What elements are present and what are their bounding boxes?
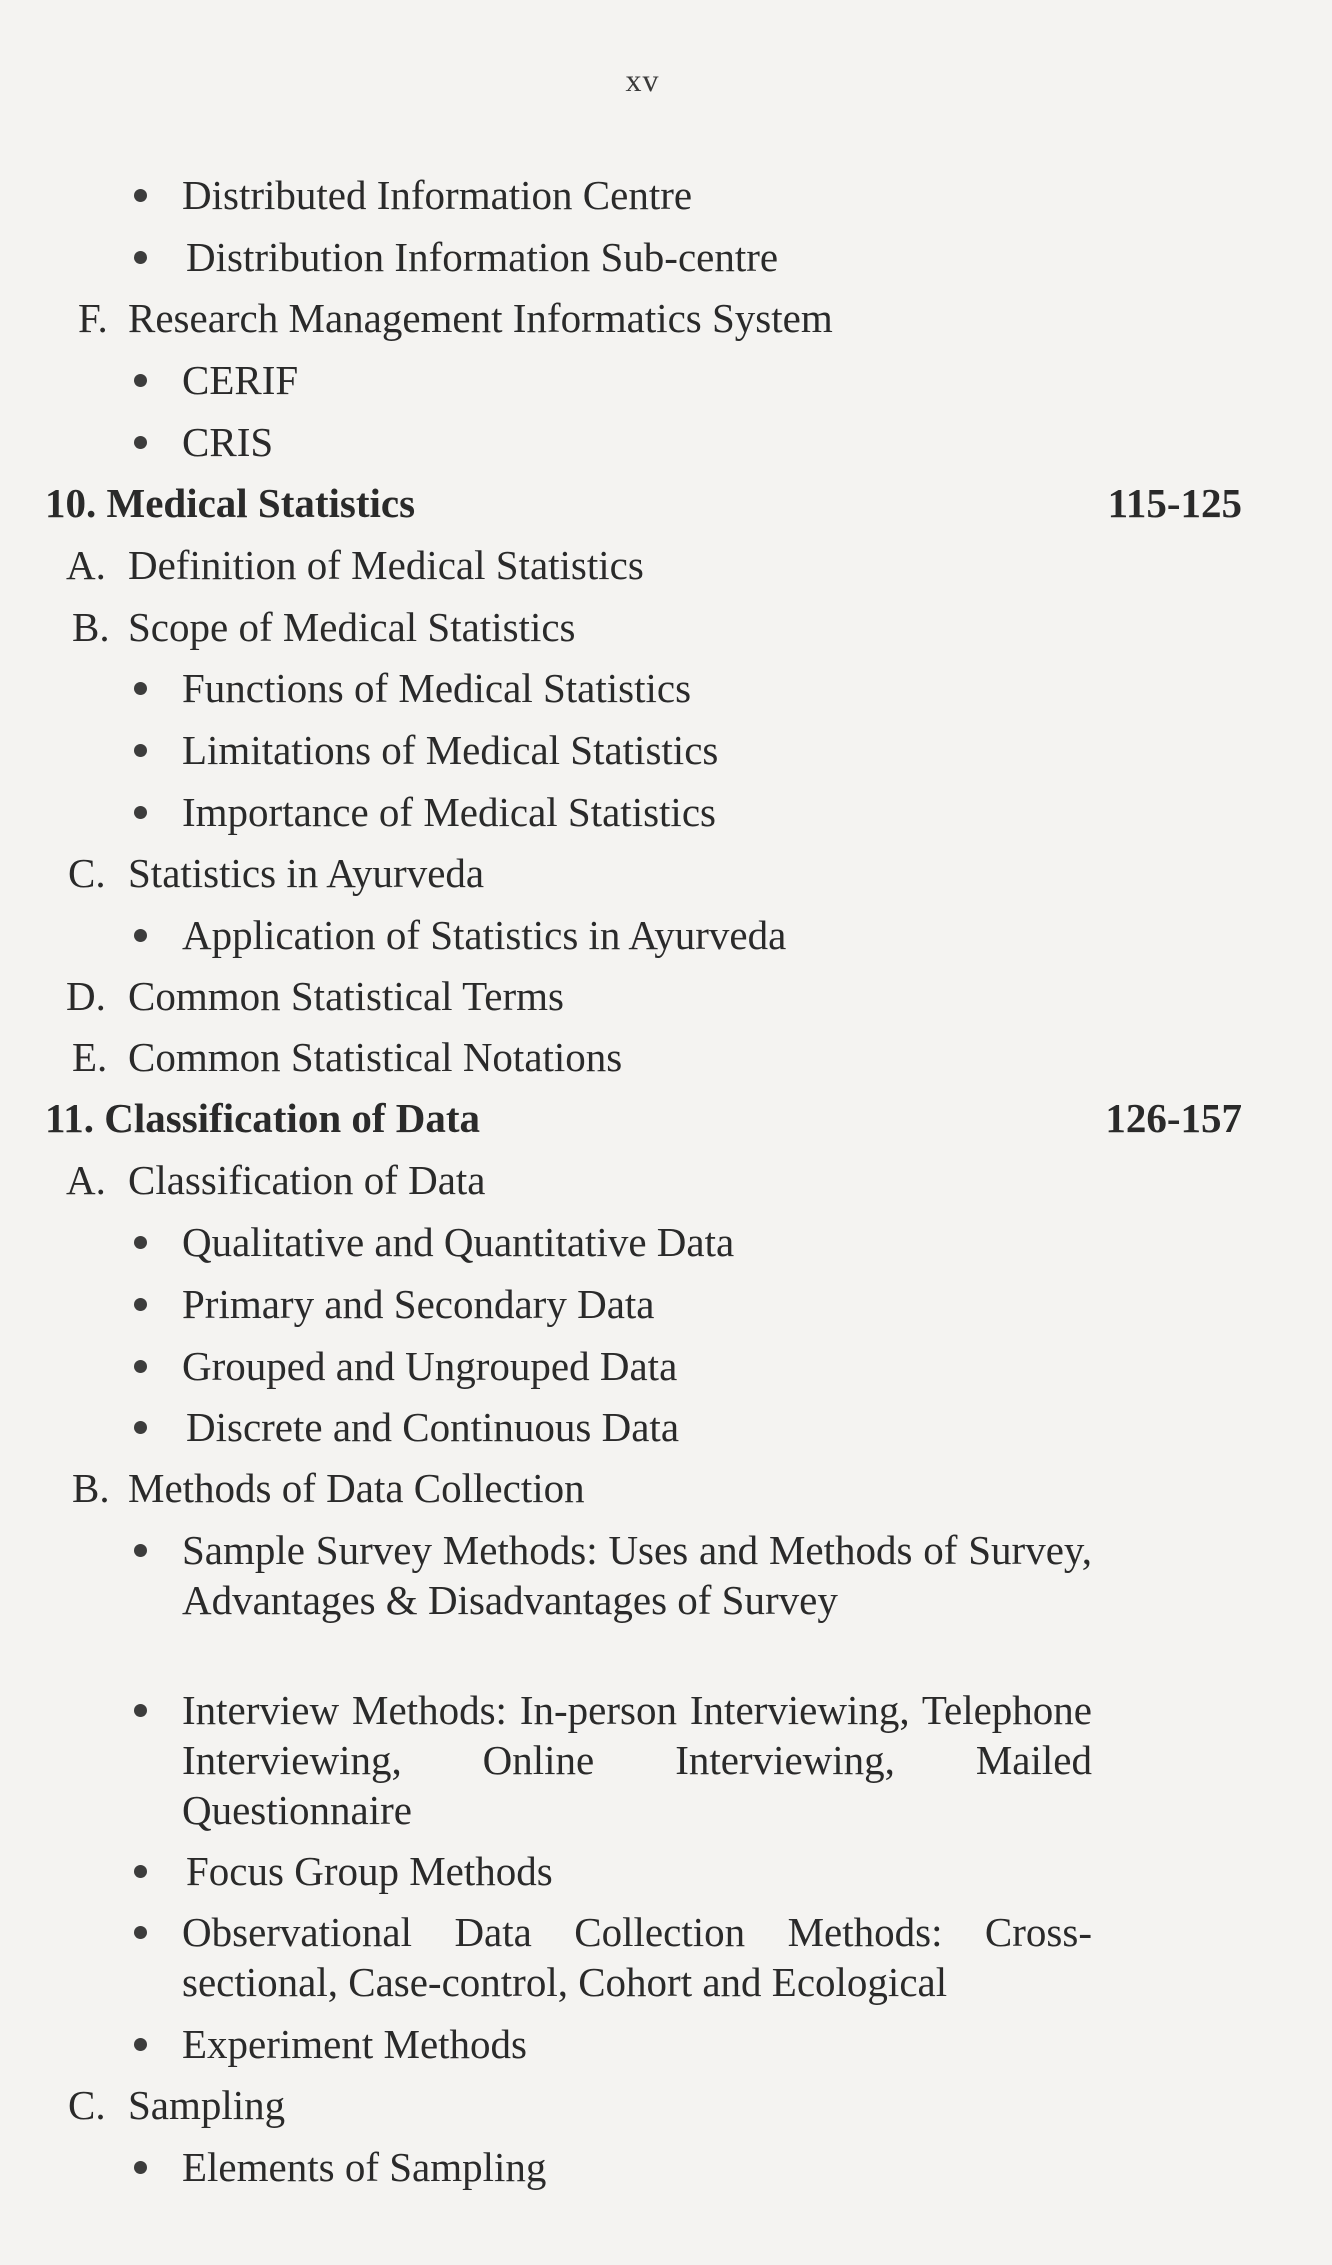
toc-bullet-item: Qualitative and Quantitative Data bbox=[182, 1219, 735, 1265]
toc-bullet-item: Interview Methods: In-person Interviewing, Telephone Interviewing, Online Interviewing, Mailed Questionnaire bbox=[182, 1687, 1092, 1833]
toc-bullet-item: Application of Statistics in Ayurveda bbox=[182, 912, 787, 958]
bullet-icon bbox=[134, 436, 147, 449]
bullet-icon bbox=[134, 2038, 147, 2051]
toc-bullet-item: Distribution Information Sub-centre bbox=[186, 234, 779, 280]
toc-bullet-item: Focus Group Methods bbox=[186, 1848, 553, 1894]
bullet-icon bbox=[134, 929, 147, 942]
toc-bullet-item: CRIS bbox=[182, 419, 274, 465]
toc-bullet-item: Grouped and Ungrouped Data bbox=[182, 1343, 678, 1389]
toc-chapter-title: 11. Classification of Data bbox=[45, 1095, 481, 1141]
toc-bullet-item: Observational Data Collection Methods: Cross-sectional, Case-control, Cohort and Ecological bbox=[182, 1909, 1092, 2005]
bullet-icon bbox=[134, 744, 147, 757]
bullet-icon bbox=[134, 682, 147, 695]
toc-section-title: Research Management Informatics System bbox=[128, 295, 833, 341]
bullet-icon bbox=[134, 189, 147, 202]
toc-section-letter: A. bbox=[66, 542, 106, 588]
toc-section-title: Common Statistical Terms bbox=[128, 973, 564, 1019]
toc-bullet-item: Limitations of Medical Statistics bbox=[182, 727, 719, 773]
toc-bullet-item: Experiment Methods bbox=[182, 2021, 528, 2067]
toc-section-letter: C. bbox=[68, 850, 106, 896]
toc-chapter-pages: 115-125 bbox=[1107, 480, 1242, 526]
toc-section-title: Sampling bbox=[128, 2082, 286, 2128]
bullet-icon bbox=[134, 1926, 147, 1939]
toc-bullet-item: Functions of Medical Statistics bbox=[182, 665, 692, 711]
toc-section-letter: C. bbox=[68, 2082, 106, 2128]
bullet-icon bbox=[134, 251, 147, 264]
toc-section-title: Statistics in Ayurveda bbox=[128, 850, 485, 896]
toc-chapter-pages: 126-157 bbox=[1105, 1095, 1242, 1141]
toc-section-title: Scope of Medical Statistics bbox=[128, 604, 576, 650]
page-number: xv bbox=[625, 62, 660, 98]
toc-section-letter: A. bbox=[66, 1157, 106, 1203]
toc-section-letter: D. bbox=[66, 973, 106, 1019]
toc-bullet-item: Discrete and Continuous Data bbox=[186, 1404, 680, 1450]
toc-section-title: Definition of Medical Statistics bbox=[128, 542, 644, 588]
toc-bullet-item: Elements of Sampling bbox=[182, 2144, 547, 2190]
toc-section-title: Classification of Data bbox=[128, 1157, 486, 1203]
bullet-icon bbox=[134, 1298, 147, 1311]
bullet-icon bbox=[134, 374, 147, 387]
bullet-icon bbox=[134, 1360, 147, 1373]
bullet-icon bbox=[134, 1704, 147, 1717]
bullet-icon bbox=[134, 806, 147, 819]
toc-bullet-item: CERIF bbox=[182, 357, 299, 403]
toc-section-title: Methods of Data Collection bbox=[128, 1465, 585, 1511]
bullet-icon bbox=[134, 1236, 147, 1249]
toc-bullet-item: Distributed Information Centre bbox=[182, 172, 693, 218]
bullet-icon bbox=[134, 1544, 147, 1557]
bullet-icon bbox=[134, 1865, 147, 1878]
toc-bullet-item: Primary and Secondary Data bbox=[182, 1281, 655, 1327]
toc-section-letter: B. bbox=[72, 1465, 110, 1511]
bullet-icon bbox=[134, 1421, 147, 1434]
toc-section-letter: F. bbox=[78, 295, 108, 341]
toc-chapter-title: 10. Medical Statistics bbox=[45, 480, 416, 526]
toc-section-letter: E. bbox=[72, 1034, 108, 1080]
toc-section-letter: B. bbox=[72, 604, 110, 650]
toc-bullet-item: Importance of Medical Statistics bbox=[182, 789, 716, 835]
toc-section-title: Common Statistical Notations bbox=[128, 1034, 623, 1080]
toc-bullet-item: Sample Survey Methods: Uses and Methods of Survey, Advantages & Disadvantages of Survey bbox=[182, 1527, 1092, 1623]
bullet-icon bbox=[134, 2161, 147, 2174]
